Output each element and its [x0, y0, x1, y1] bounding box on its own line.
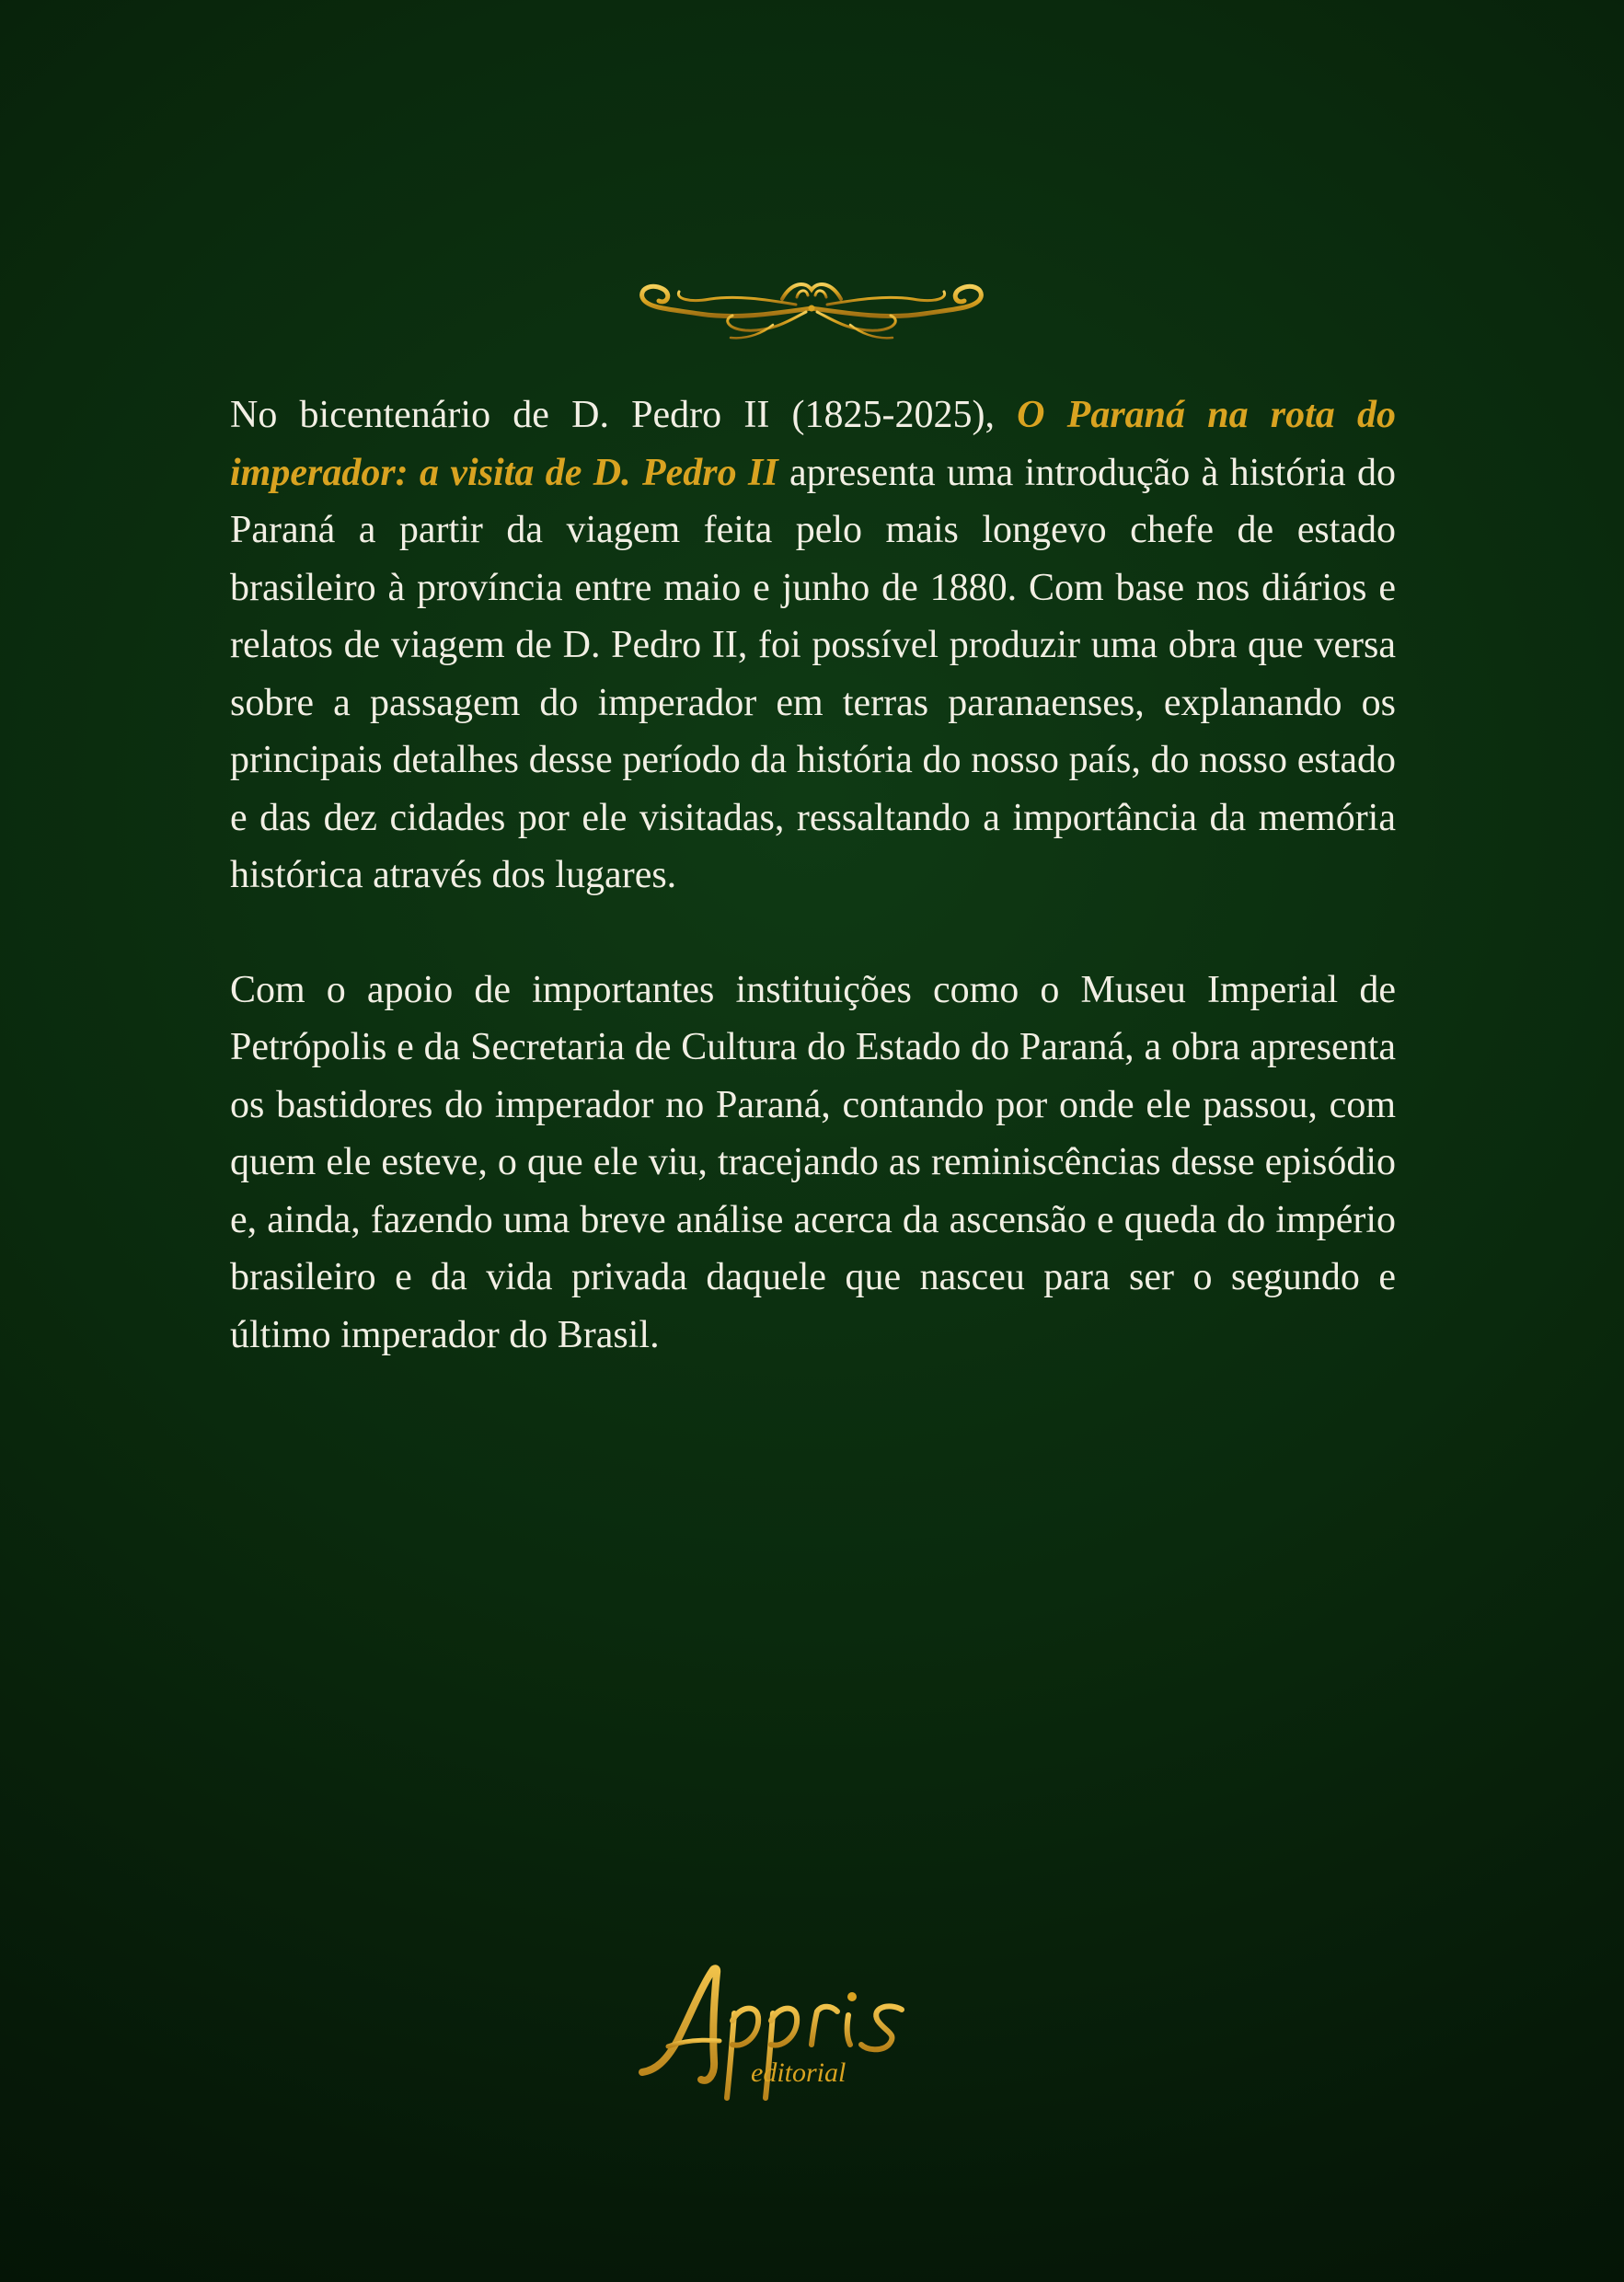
publisher-subtitle: editorial — [751, 2057, 847, 2088]
publisher-logo — [635, 1960, 939, 2107]
gold-flourish-divider-icon — [635, 271, 989, 345]
synopsis-paragraph-1 — [230, 386, 1396, 905]
book-title-highlight: O Paraná na rota do imperador: a visita de D. Pedro II — [230, 394, 1397, 494]
synopsis-paragraph-2: Com o apoio de importantes instituições como o Museu Imperial de Petrópolis e da Secretaria de Cultura do Estado do Paraná, a obra apresenta os bastidores do imperador no Paraná, contando por onde ele passou, com quem ele esteve, o que ele viu, tracejando as reminiscências desse episódio e, ainda, fazendo uma breve análise acerca da ascensão e queda do império brasileiro e da vida privada daquele que nasceu para ser o segundo e último imperador do Brasil. — [230, 968, 1396, 1356]
paragraph-1-body: apresenta uma introdução à história do Paraná a partir da viagem feita pelo mais longevo chefe de estado brasileiro à província entre maio e junho de 1880. Com base nos diários e relatos de viagem de D. Pedro II, foi possível produzir uma obra que versa sobre a passagem do imperador em terras paranaenses, explanando os principais detalhes desse período da história do nosso país, do nosso estado e das dez cidades por ele visitadas, ressaltando a importância da memória histórica através dos lugares. — [230, 451, 1396, 896]
synopsis-text — [230, 386, 1396, 1364]
paragraph-1-lead: No bicentenário de D. Pedro II (1825-2025), — [230, 394, 1018, 436]
